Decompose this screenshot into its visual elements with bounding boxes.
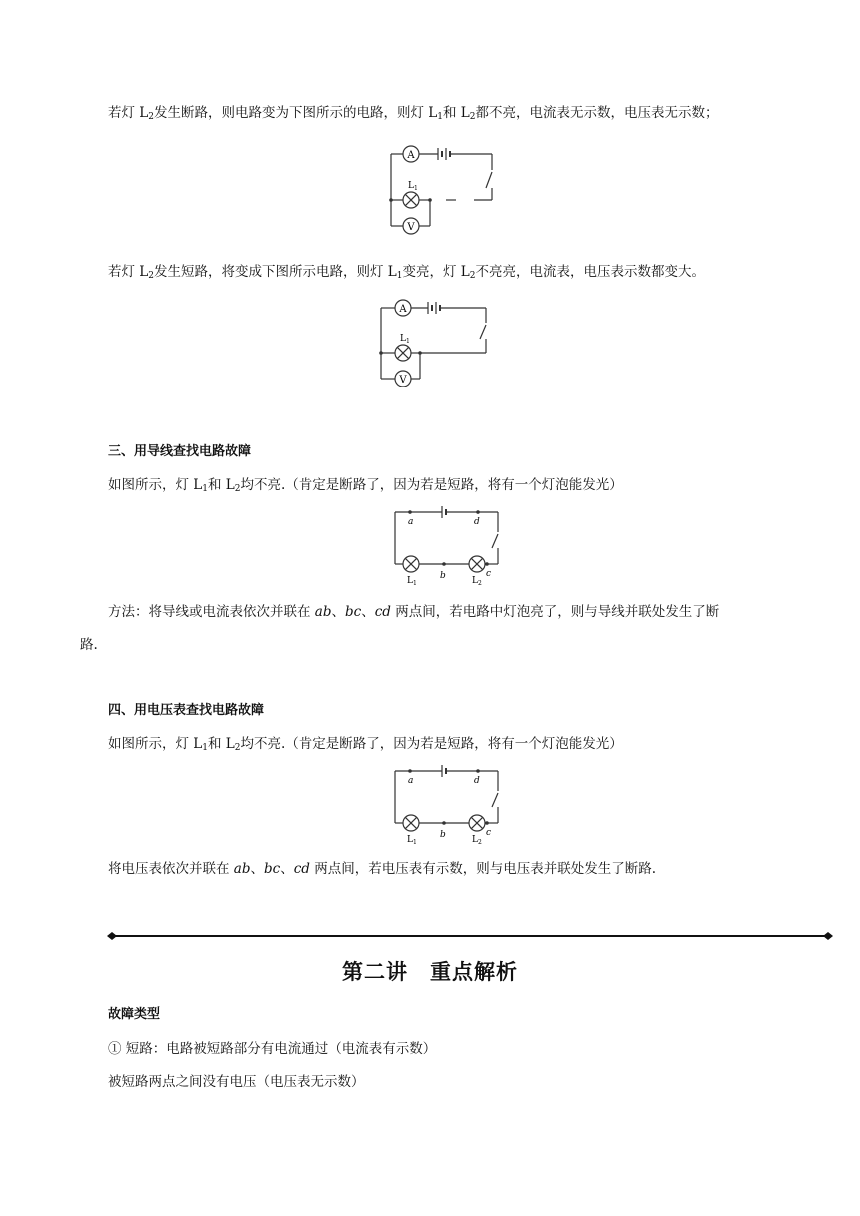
point-c: c bbox=[486, 569, 492, 579]
circuit-diagram-series-voltmeter bbox=[390, 763, 504, 845]
paragraph-voltmeter-method: 将电压表依次并联在 ab、bc、cd 两点间，若电压表有示数，则与电压表并联处发生了断路. bbox=[108, 861, 656, 877]
voltmeter-label: V bbox=[399, 375, 407, 386]
lamp-l2-label: $L_2$ bbox=[472, 576, 482, 586]
paragraph-open-circuit: 若灯 $L_2$发生断路，则电路变为下图所示的电路，则灯 $L_1$和 $L_2$都不亮，电流表无示数，电压表无示数； bbox=[108, 105, 719, 122]
point-d: d bbox=[474, 517, 480, 527]
voltmeter-label: V bbox=[407, 222, 415, 233]
paragraph-voltmeter-intro: 如图所示，灯 $L_1$和 $L_2$均不亮.（肯定是断路了，因为若是短路，将有一个灯泡能发光） bbox=[108, 736, 623, 753]
lamp-label: $L_1$ bbox=[408, 181, 418, 192]
paragraph-wire-method: 方法：将导线或电流表依次并联在 ab、bc、cd 两点间，若电路中灯泡亮了，则与导线并联处发生了断 bbox=[108, 604, 720, 620]
point-a: a bbox=[408, 776, 414, 786]
ammeter-label: A bbox=[399, 304, 407, 315]
lamp-label: $L_1$ bbox=[400, 334, 410, 345]
lecture-title: 第二讲 重点解析 bbox=[342, 960, 518, 984]
point-a: a bbox=[408, 517, 414, 527]
paragraph-wire-method-cont: 路. bbox=[80, 637, 98, 653]
circuit-diagram-open-l2 bbox=[386, 142, 498, 238]
circuit-diagram-series-wire bbox=[390, 504, 504, 586]
point-b: b bbox=[440, 571, 446, 581]
lamp-l1-label: $L_1$ bbox=[407, 835, 417, 845]
paragraph-short-circuit: 若灯 $L_2$发生短路，将变成下图所示电路，则灯 $L_1$变亮，灯 $L_2$不亮亮，电流表，电压表示数都变大。 bbox=[108, 264, 705, 281]
circuit-diagram-short-l2 bbox=[376, 297, 492, 387]
point-b: b bbox=[440, 830, 446, 840]
ammeter-label: A bbox=[407, 150, 415, 161]
section-heading-voltmeter: 四、用电压表查找电路故障 bbox=[108, 703, 265, 718]
paragraph-wire-intro: 如图所示，灯 $L_1$和 $L_2$均不亮.（肯定是断路了，因为若是短路，将有一个灯泡能发光） bbox=[108, 477, 623, 494]
fault-types-heading: 故障类型 bbox=[108, 1007, 161, 1022]
lamp-l1-label: $L_1$ bbox=[407, 576, 417, 586]
section-heading-wire: 三、用导线查找电路故障 bbox=[108, 444, 252, 459]
fault-item-short-circuit: ① 短路：电路被短路部分有电流通过（电流表有示数） bbox=[108, 1041, 437, 1057]
point-c: c bbox=[486, 828, 492, 838]
point-d: d bbox=[474, 776, 480, 786]
fault-item-short-circuit-voltage: 被短路两点之间没有电压（电压表无示数） bbox=[108, 1074, 365, 1090]
lamp-l2-label: $L_2$ bbox=[472, 835, 482, 845]
section-divider bbox=[106, 929, 834, 943]
